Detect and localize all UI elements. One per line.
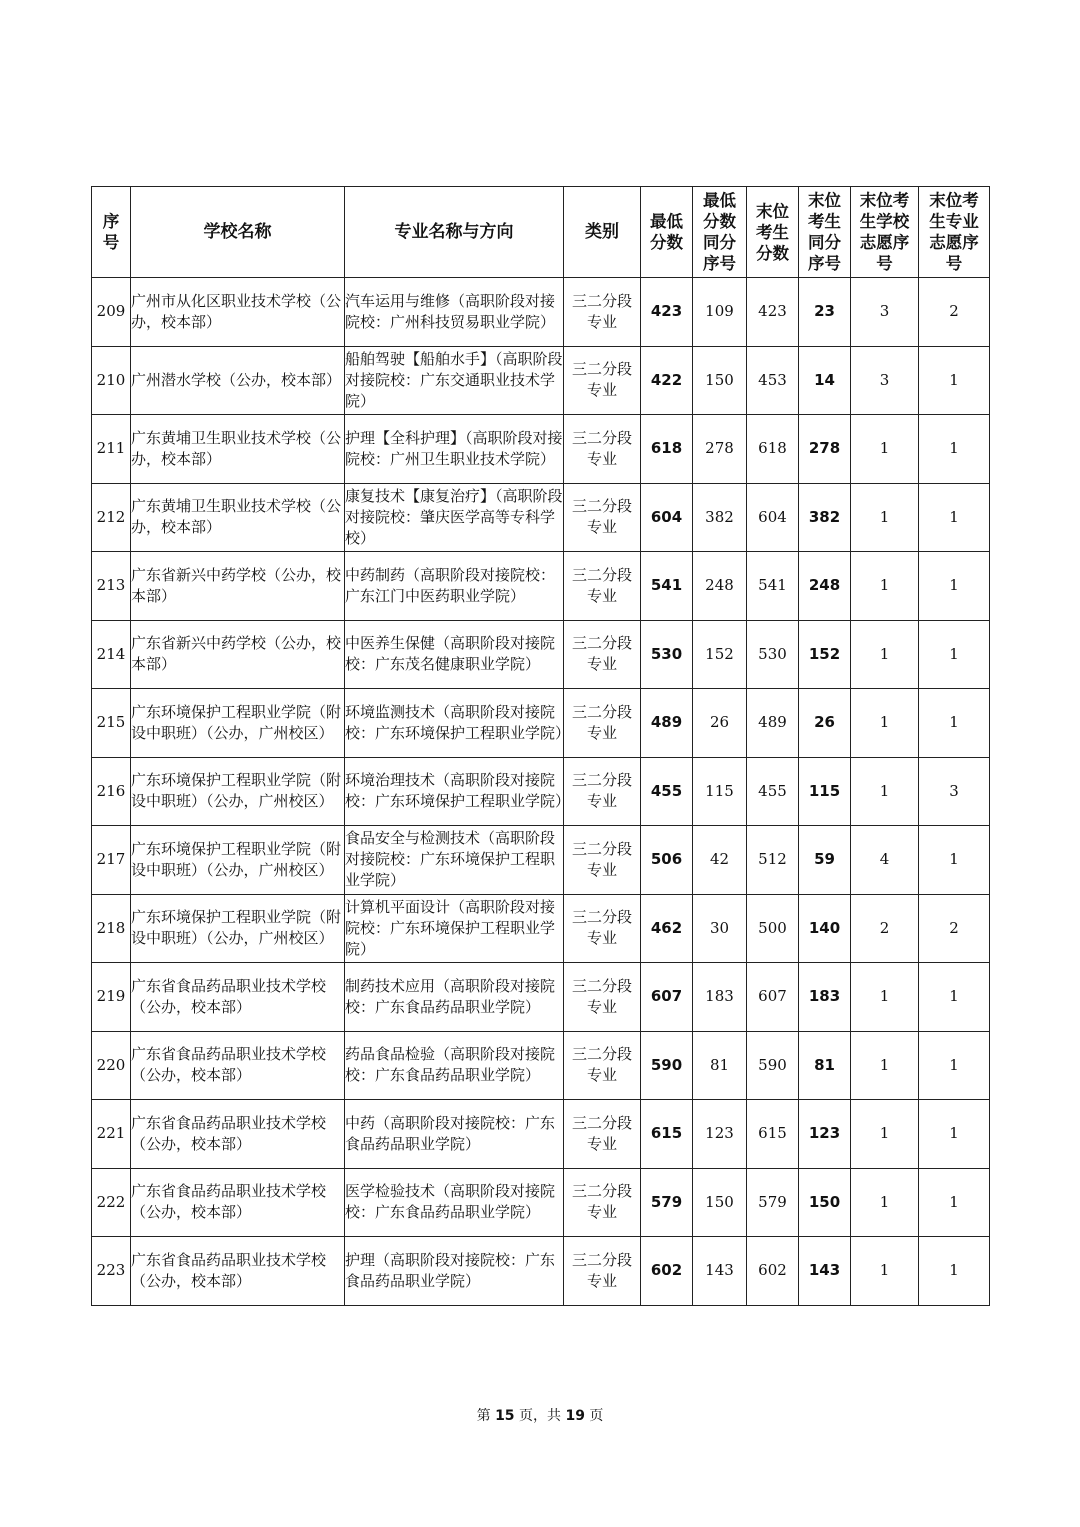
cell-last-score: 604 xyxy=(747,483,799,552)
cell-last-score: 455 xyxy=(747,757,799,826)
table-row xyxy=(92,1168,990,1237)
header-last-score-rank: 末位考生同分序号 xyxy=(799,187,851,278)
table-row xyxy=(92,963,990,1032)
cell-school: 广州市从化区职业技术学校（公办，校本部） xyxy=(131,278,345,347)
header-last-major-choice: 末位考生专业志愿序号 xyxy=(919,187,990,278)
cell-last-score: 500 xyxy=(747,894,799,963)
cell-school: 广东环境保护工程职业学院（附设中职班）（公办，广州校区） xyxy=(131,689,345,758)
cell-school: 广东黄埔卫生职业技术学校（公办，校本部） xyxy=(131,415,345,484)
cell-min-score: 579 xyxy=(641,1168,693,1237)
cell-category: 三二分段专业 xyxy=(564,894,641,963)
cell-last-school-choice: 1 xyxy=(851,1168,919,1237)
cell-last-score-rank: 115 xyxy=(799,757,851,826)
table-row xyxy=(92,346,990,415)
cell-seq: 221 xyxy=(92,1100,131,1169)
cell-last-score-rank: 14 xyxy=(799,346,851,415)
cell-min-score-rank: 123 xyxy=(693,1100,747,1169)
cell-min-score: 462 xyxy=(641,894,693,963)
cell-category: 三二分段专业 xyxy=(564,689,641,758)
cell-last-score-rank: 26 xyxy=(799,689,851,758)
cell-seq: 212 xyxy=(92,483,131,552)
cell-min-score-rank: 248 xyxy=(693,552,747,621)
table-row xyxy=(92,757,990,826)
cell-last-score-rank: 278 xyxy=(799,415,851,484)
cell-min-score: 423 xyxy=(641,278,693,347)
cell-last-school-choice: 1 xyxy=(851,1100,919,1169)
cell-category: 三二分段专业 xyxy=(564,1100,641,1169)
cell-major: 环境治理技术（高职阶段对接院校：广东环境保护工程职业学院） xyxy=(345,757,564,826)
table-row xyxy=(92,278,990,347)
cell-last-major-choice: 1 xyxy=(919,346,990,415)
cell-seq: 216 xyxy=(92,757,131,826)
cell-last-major-choice: 2 xyxy=(919,894,990,963)
cell-min-score-rank: 150 xyxy=(693,346,747,415)
cell-last-major-choice: 1 xyxy=(919,689,990,758)
cell-category: 三二分段专业 xyxy=(564,620,641,689)
footer-prefix: 第 xyxy=(476,1408,491,1424)
header-min-score: 最低分数 xyxy=(641,187,693,278)
cell-min-score-rank: 30 xyxy=(693,894,747,963)
cell-major: 中药制药（高职阶段对接院校：广东江门中医药职业学院） xyxy=(345,552,564,621)
cell-last-score: 530 xyxy=(747,620,799,689)
cell-last-score-rank: 59 xyxy=(799,826,851,895)
cell-major: 制药技术应用（高职阶段对接院校：广东食品药品职业学院） xyxy=(345,963,564,1032)
cell-last-score: 618 xyxy=(747,415,799,484)
cell-min-score-rank: 81 xyxy=(693,1031,747,1100)
cell-seq: 209 xyxy=(92,278,131,347)
cell-category: 三二分段专业 xyxy=(564,552,641,621)
cell-category: 三二分段专业 xyxy=(564,483,641,552)
table-row xyxy=(92,483,990,552)
cell-category: 三二分段专业 xyxy=(564,963,641,1032)
cell-major: 护理（高职阶段对接院校：广东食品药品职业学院） xyxy=(345,1237,564,1306)
cell-last-major-choice: 1 xyxy=(919,1237,990,1306)
cell-last-score: 489 xyxy=(747,689,799,758)
cell-school: 广东省食品药品职业技术学校（公办，校本部） xyxy=(131,1100,345,1169)
cell-last-school-choice: 3 xyxy=(851,346,919,415)
header-major: 专业名称与方向 xyxy=(345,187,564,278)
header-row xyxy=(92,187,990,278)
cell-min-score: 590 xyxy=(641,1031,693,1100)
cell-category: 三二分段专业 xyxy=(564,1237,641,1306)
cell-last-score-rank: 123 xyxy=(799,1100,851,1169)
cell-min-score: 489 xyxy=(641,689,693,758)
cell-category: 三二分段专业 xyxy=(564,757,641,826)
footer-suffix: 页 xyxy=(589,1408,604,1424)
table-row xyxy=(92,689,990,758)
table-row xyxy=(92,894,990,963)
cell-min-score: 615 xyxy=(641,1100,693,1169)
cell-last-school-choice: 1 xyxy=(851,757,919,826)
cell-school: 广东省食品药品职业技术学校（公办，校本部） xyxy=(131,1237,345,1306)
cell-category: 三二分段专业 xyxy=(564,346,641,415)
cell-school: 广东省食品药品职业技术学校（公办，校本部） xyxy=(131,963,345,1032)
cell-school: 广东省新兴中药学校（公办，校本部） xyxy=(131,552,345,621)
cell-last-school-choice: 1 xyxy=(851,415,919,484)
cell-seq: 222 xyxy=(92,1168,131,1237)
cell-last-major-choice: 1 xyxy=(919,415,990,484)
cell-last-score-rank: 143 xyxy=(799,1237,851,1306)
cell-min-score-rank: 109 xyxy=(693,278,747,347)
cell-major: 医学检验技术（高职阶段对接院校：广东食品药品职业学院） xyxy=(345,1168,564,1237)
cell-last-school-choice: 1 xyxy=(851,689,919,758)
cell-last-major-choice: 1 xyxy=(919,963,990,1032)
cell-last-score-rank: 150 xyxy=(799,1168,851,1237)
cell-seq: 211 xyxy=(92,415,131,484)
table-row xyxy=(92,826,990,895)
cell-min-score-rank: 26 xyxy=(693,689,747,758)
cell-seq: 217 xyxy=(92,826,131,895)
cell-last-score-rank: 23 xyxy=(799,278,851,347)
cell-last-major-choice: 1 xyxy=(919,1100,990,1169)
cell-min-score-rank: 382 xyxy=(693,483,747,552)
cell-min-score: 455 xyxy=(641,757,693,826)
cell-category: 三二分段专业 xyxy=(564,1168,641,1237)
header-min-score-rank: 最低分数同分序号 xyxy=(693,187,747,278)
table-row xyxy=(92,552,990,621)
cell-last-score: 423 xyxy=(747,278,799,347)
cell-last-score-rank: 152 xyxy=(799,620,851,689)
table-body xyxy=(92,278,990,1306)
cell-last-school-choice: 1 xyxy=(851,1237,919,1306)
cell-seq: 214 xyxy=(92,620,131,689)
header-last-score: 末位考生分数 xyxy=(747,187,799,278)
cell-min-score-rank: 183 xyxy=(693,963,747,1032)
cell-major: 药品食品检验（高职阶段对接院校：广东食品药品职业学院） xyxy=(345,1031,564,1100)
cell-min-score: 530 xyxy=(641,620,693,689)
cell-school: 广州潜水学校（公办，校本部） xyxy=(131,346,345,415)
cell-last-school-choice: 1 xyxy=(851,620,919,689)
cell-school: 广东省新兴中药学校（公办，校本部） xyxy=(131,620,345,689)
cell-major: 汽车运用与维修（高职阶段对接院校：广州科技贸易职业学院） xyxy=(345,278,564,347)
cell-last-score-rank: 248 xyxy=(799,552,851,621)
cell-last-major-choice: 1 xyxy=(919,483,990,552)
cell-category: 三二分段专业 xyxy=(564,278,641,347)
cell-min-score-rank: 143 xyxy=(693,1237,747,1306)
cell-seq: 210 xyxy=(92,346,131,415)
cell-school: 广东黄埔卫生职业技术学校（公办，校本部） xyxy=(131,483,345,552)
cell-seq: 213 xyxy=(92,552,131,621)
cell-category: 三二分段专业 xyxy=(564,826,641,895)
cell-major: 船舶驾驶【船舶水手】（高职阶段对接院校：广东交通职业技术学院） xyxy=(345,346,564,415)
cell-min-score: 506 xyxy=(641,826,693,895)
admission-scores-table xyxy=(91,186,990,1306)
table-row xyxy=(92,620,990,689)
cell-last-score: 453 xyxy=(747,346,799,415)
cell-last-score: 579 xyxy=(747,1168,799,1237)
cell-min-score: 422 xyxy=(641,346,693,415)
cell-last-major-choice: 1 xyxy=(919,620,990,689)
cell-last-score: 615 xyxy=(747,1100,799,1169)
cell-min-score: 541 xyxy=(641,552,693,621)
cell-min-score-rank: 150 xyxy=(693,1168,747,1237)
page-footer xyxy=(0,1405,1080,1425)
cell-seq: 220 xyxy=(92,1031,131,1100)
cell-major: 护理【全科护理】（高职阶段对接院校：广州卫生职业技术学院） xyxy=(345,415,564,484)
cell-last-major-choice: 3 xyxy=(919,757,990,826)
cell-last-score-rank: 140 xyxy=(799,894,851,963)
cell-min-score-rank: 115 xyxy=(693,757,747,826)
cell-last-school-choice: 2 xyxy=(851,894,919,963)
cell-min-score: 618 xyxy=(641,415,693,484)
cell-school: 广东环境保护工程职业学院（附设中职班）（公办，广州校区） xyxy=(131,826,345,895)
cell-min-score-rank: 278 xyxy=(693,415,747,484)
cell-seq: 218 xyxy=(92,894,131,963)
footer-total-pages: 19 xyxy=(565,1408,585,1424)
cell-last-score: 602 xyxy=(747,1237,799,1306)
table-row xyxy=(92,1031,990,1100)
footer-middle: 页，共 xyxy=(519,1408,561,1424)
table-row xyxy=(92,1237,990,1306)
cell-last-school-choice: 1 xyxy=(851,1031,919,1100)
cell-last-score: 541 xyxy=(747,552,799,621)
cell-last-school-choice: 1 xyxy=(851,552,919,621)
cell-last-score-rank: 183 xyxy=(799,963,851,1032)
cell-last-school-choice: 1 xyxy=(851,963,919,1032)
cell-last-score: 590 xyxy=(747,1031,799,1100)
table-row xyxy=(92,415,990,484)
cell-school: 广东环境保护工程职业学院（附设中职班）（公办，广州校区） xyxy=(131,757,345,826)
cell-last-school-choice: 3 xyxy=(851,278,919,347)
cell-major: 环境监测技术（高职阶段对接院校：广东环境保护工程职业学院） xyxy=(345,689,564,758)
cell-major: 中医养生保健（高职阶段对接院校：广东茂名健康职业学院） xyxy=(345,620,564,689)
cell-last-school-choice: 1 xyxy=(851,483,919,552)
cell-category: 三二分段专业 xyxy=(564,1031,641,1100)
cell-major: 食品安全与检测技术（高职阶段对接院校：广东环境保护工程职业学院） xyxy=(345,826,564,895)
cell-min-score: 604 xyxy=(641,483,693,552)
cell-last-major-choice: 1 xyxy=(919,826,990,895)
cell-last-score: 512 xyxy=(747,826,799,895)
table-row xyxy=(92,1100,990,1169)
cell-last-major-choice: 2 xyxy=(919,278,990,347)
cell-seq: 215 xyxy=(92,689,131,758)
cell-last-school-choice: 4 xyxy=(851,826,919,895)
header-category: 类别 xyxy=(564,187,641,278)
cell-last-major-choice: 1 xyxy=(919,1168,990,1237)
cell-school: 广东环境保护工程职业学院（附设中职班）（公办，广州校区） xyxy=(131,894,345,963)
cell-last-major-choice: 1 xyxy=(919,552,990,621)
cell-school: 广东省食品药品职业技术学校（公办，校本部） xyxy=(131,1168,345,1237)
cell-category: 三二分段专业 xyxy=(564,415,641,484)
header-school: 学校名称 xyxy=(131,187,345,278)
cell-min-score: 602 xyxy=(641,1237,693,1306)
cell-seq: 223 xyxy=(92,1237,131,1306)
cell-major: 康复技术【康复治疗】（高职阶段对接院校：肇庆医学高等专科学校） xyxy=(345,483,564,552)
cell-last-score-rank: 382 xyxy=(799,483,851,552)
cell-last-major-choice: 1 xyxy=(919,1031,990,1100)
footer-page-number: 15 xyxy=(495,1408,515,1424)
cell-major: 计算机平面设计（高职阶段对接院校：广东环境保护工程职业学院） xyxy=(345,894,564,963)
cell-last-score: 607 xyxy=(747,963,799,1032)
cell-last-score-rank: 81 xyxy=(799,1031,851,1100)
header-last-school-choice: 末位考生学校志愿序号 xyxy=(851,187,919,278)
cell-school: 广东省食品药品职业技术学校（公办，校本部） xyxy=(131,1031,345,1100)
cell-min-score: 607 xyxy=(641,963,693,1032)
cell-seq: 219 xyxy=(92,963,131,1032)
header-seq: 序号 xyxy=(92,187,131,278)
cell-min-score-rank: 42 xyxy=(693,826,747,895)
cell-min-score-rank: 152 xyxy=(693,620,747,689)
cell-major: 中药（高职阶段对接院校：广东食品药品职业学院） xyxy=(345,1100,564,1169)
